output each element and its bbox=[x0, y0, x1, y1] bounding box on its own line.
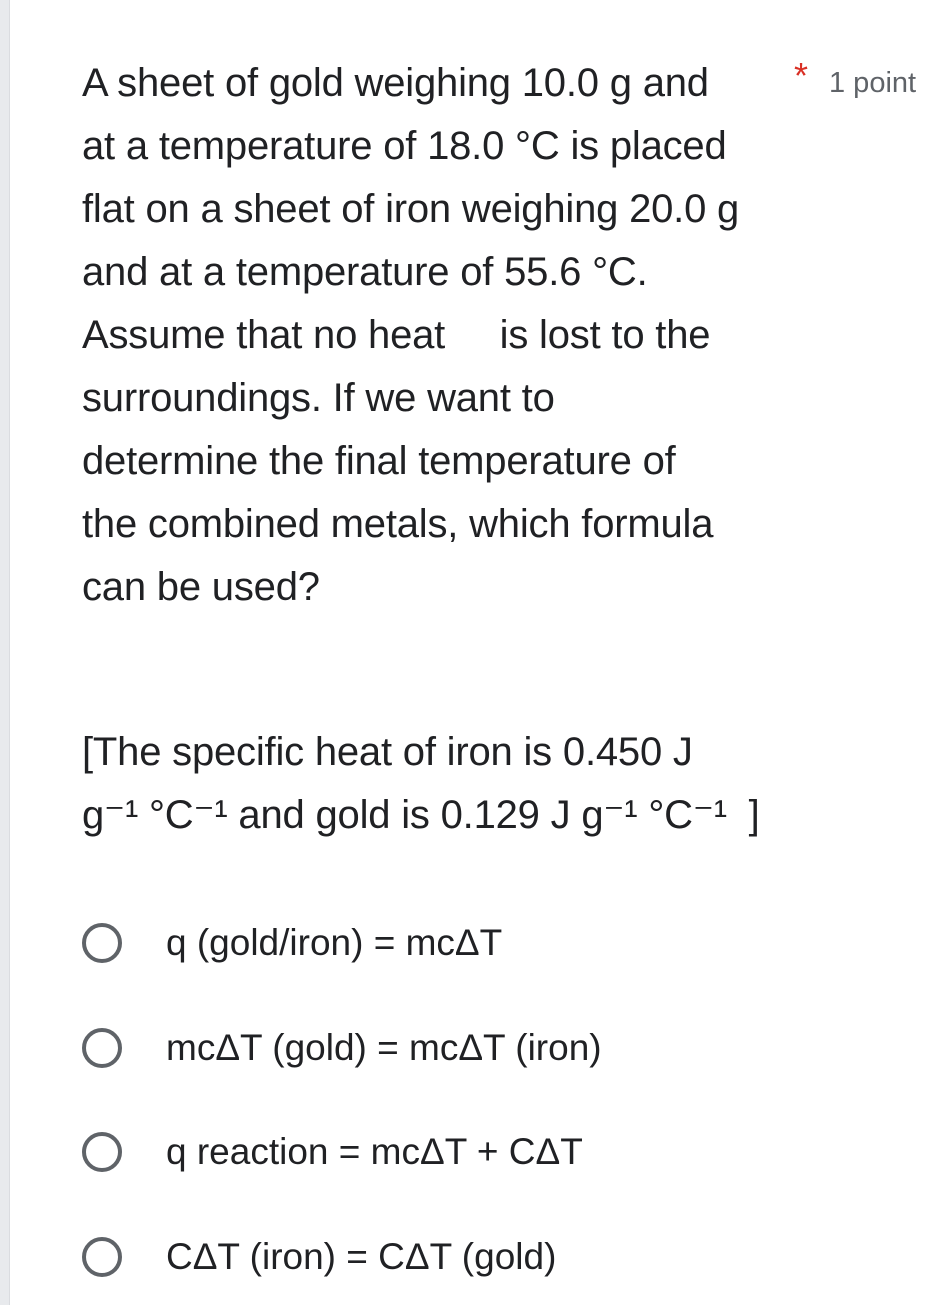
question-line: surroundings. If we want to bbox=[82, 376, 555, 420]
required-asterisk: * bbox=[794, 55, 809, 96]
option-label: mcΔT (gold) = mcΔT (iron) bbox=[166, 1027, 602, 1068]
question-line: at a temperature of 18.0 °C is placed bbox=[82, 124, 727, 168]
option-label: q reaction = mcΔT + CΔT bbox=[166, 1131, 583, 1172]
radio-button-icon[interactable] bbox=[82, 1132, 122, 1172]
option-1[interactable] bbox=[82, 913, 782, 973]
note-line: g⁻¹ °C⁻¹ and gold is 0.129 J g⁻¹ °C⁻¹ ] bbox=[82, 793, 760, 837]
question-line: A sheet of gold weighing 10.0 g and bbox=[82, 61, 709, 105]
card-left-edge bbox=[0, 0, 10, 1305]
radio-button-icon[interactable] bbox=[82, 1237, 122, 1277]
note-line: [The specific heat of iron is 0.450 J bbox=[82, 730, 693, 774]
question-line: flat on a sheet of iron weighing 20.0 g bbox=[82, 187, 740, 231]
question-line: determine the final temperature of bbox=[82, 439, 676, 483]
radio-button-icon[interactable] bbox=[82, 923, 122, 963]
option-label: CΔT (iron) = CΔT (gold) bbox=[166, 1236, 557, 1277]
option-label: q (gold/iron) = mcΔT bbox=[166, 922, 503, 963]
option-2[interactable] bbox=[82, 1018, 782, 1078]
specific-heat-note bbox=[82, 721, 802, 847]
radio-button-icon[interactable] bbox=[82, 1028, 122, 1068]
question-card bbox=[10, 0, 939, 1305]
question-line: the combined metals, which formula bbox=[82, 502, 714, 546]
question-line: can be used? bbox=[82, 565, 320, 609]
question-line: and at a temperature of 55.6 °C. bbox=[82, 250, 648, 294]
question-text bbox=[82, 52, 782, 619]
option-4[interactable] bbox=[82, 1227, 782, 1287]
option-3[interactable] bbox=[82, 1122, 782, 1182]
question-line: Assume that no heat is lost to the bbox=[82, 313, 711, 357]
points-label: 1 point bbox=[829, 67, 917, 99]
